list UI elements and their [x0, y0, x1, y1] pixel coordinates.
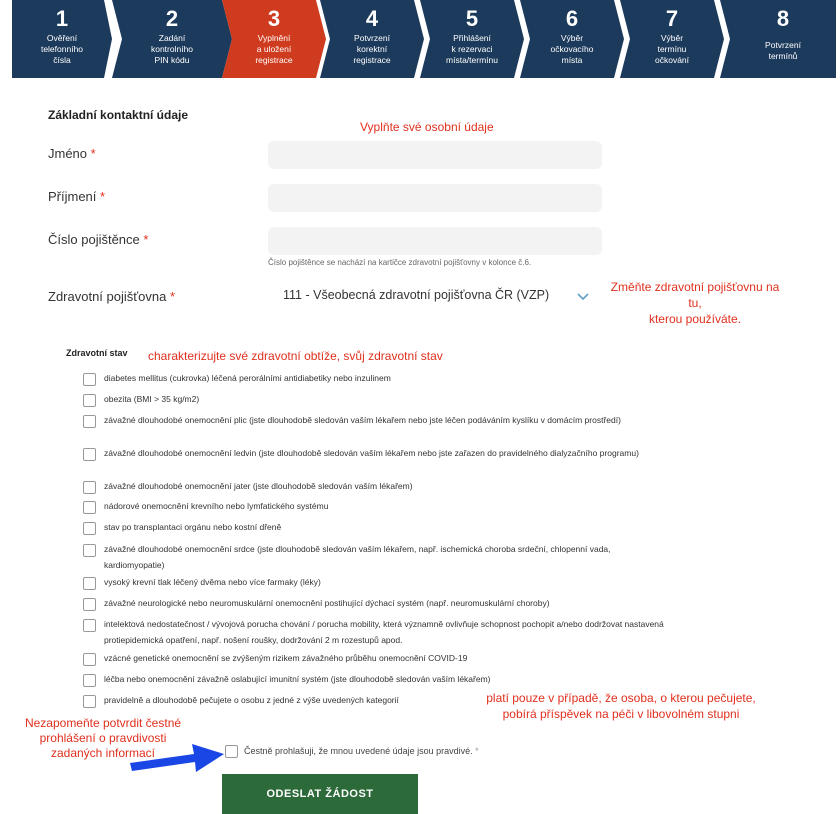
- health-checkbox-14[interactable]: [83, 695, 96, 708]
- step-1-label: Ověření telefonního čísla: [40, 33, 84, 65]
- health-checkbox-3[interactable]: [83, 415, 96, 428]
- step-4: [320, 0, 424, 78]
- health-item-13: léčba nebo onemocnění závažně oslabující imunitní systém (jste dlouhodobě sledován vaším lékařem): [104, 674, 491, 684]
- health-checkbox-7[interactable]: [83, 522, 96, 535]
- health-item-7: stav po transplantaci orgánu nebo kostní dřeně: [104, 522, 282, 532]
- health-item-6: nádorové onemocnění krevního nebo lymfatického systému: [104, 501, 329, 511]
- health-checkbox-12[interactable]: [83, 653, 96, 666]
- step-3: [222, 0, 326, 78]
- health-item-3: závažné dlouhodobé onemocnění plic (jste dlouhodobě sledován vaším lékařem nebo jste léčen podáváním kyslíku v domácím prostředí): [104, 415, 621, 425]
- step-8-label: Potvrzení termínů: [765, 40, 801, 61]
- health-checkbox-9[interactable]: [83, 577, 96, 590]
- insurer-label: Zdravotní pojišťovna *: [48, 289, 176, 304]
- step-2: [112, 0, 232, 78]
- health-item-10: závažné neurologické nebo neuromuskulární onemocnění postihující dýchací systém (např. neuromuskulární choroby): [104, 598, 550, 608]
- last-name-input[interactable]: [268, 184, 602, 212]
- insurance-number-label: Číslo pojištěnce *: [48, 232, 149, 247]
- section-title: Základní kontaktní údaje: [48, 108, 189, 122]
- insurance-number-hint: Číslo pojištěnce se nachází na kartičce zdravotní pojišťovny v kolonce č.6.: [268, 258, 532, 267]
- health-checkbox-5[interactable]: [83, 481, 96, 494]
- insurance-number-input[interactable]: [268, 227, 602, 255]
- insurer-select[interactable]: [268, 282, 598, 310]
- step-7-label: Výběr termínu očkování: [654, 33, 690, 65]
- step-2-number: 2: [165, 6, 179, 31]
- step-6-number: 6: [565, 6, 579, 31]
- annotation-confirm: Nezapomeňte potvrdit čestné prohlášení o pravdivosti zadaných informací: [24, 716, 182, 760]
- registration-steps: [0, 0, 840, 80]
- step-3-label: Vyplnění a uložení registrace: [255, 33, 293, 65]
- step-3-number: 3: [267, 6, 281, 31]
- annotation-health: charakterizujte své zdravotní obtíže, svůj zdravotní stav: [148, 349, 443, 363]
- submit-button[interactable]: ODESLAT ŽÁDOST: [222, 774, 418, 814]
- health-checkbox-6[interactable]: [83, 501, 96, 514]
- health-item-2: obezita (BMI > 35 kg/m2): [104, 394, 200, 404]
- step-5-label: Přihlášení k rezervaci místa/termínu: [446, 33, 498, 65]
- step-4-number: 4: [365, 6, 379, 31]
- insurer-selected-value: 111 - Všeobecná zdravotní pojišťovna ČR (VZP): [283, 288, 550, 302]
- first-name-input[interactable]: [268, 141, 602, 169]
- step-4-label: Potvrzení korektní registrace: [353, 33, 391, 65]
- confirm-checkbox[interactable]: [225, 745, 238, 758]
- health-checkbox-11[interactable]: [83, 619, 96, 632]
- health-checkbox-4[interactable]: [83, 448, 96, 461]
- health-checkbox-8[interactable]: [83, 544, 96, 557]
- step-1-number: 1: [55, 6, 69, 31]
- health-checkbox-10[interactable]: [83, 598, 96, 611]
- step-2-label: Zadání kontrolního PIN kódu: [150, 33, 194, 65]
- annotation-personal: Vyplňte své osobní údaje: [360, 120, 494, 134]
- arrow-icon: [130, 742, 226, 776]
- first-name-label: Jméno *: [48, 146, 96, 161]
- step-7: [620, 0, 724, 78]
- annotation-insurer: Změňte zdravotní pojišťovnu na tu, kterou používáte.: [610, 280, 780, 326]
- health-item-11: intelektová nedostatečnost / vývojová porucha chování / porucha mobility, která významně ovlivňuje schopnost pochopit a/nebo dodržovat nastavená protiepidemická opatření, např. nošení roušky, dodržování 2 m rozestupů apod.: [104, 619, 664, 645]
- health-item-12: vzácné genetické onemocnění se zvýšeným rizikem závažného průběhu onemocnění COVID-19: [104, 653, 468, 663]
- step-8: [720, 0, 836, 78]
- health-checkbox-1[interactable]: [83, 373, 96, 386]
- step-1: [12, 0, 112, 78]
- health-item-4: závažné dlouhodobé onemocnění ledvin (jste dlouhodobě sledován vaším lékařem nebo jste zařazen do pravidelného dialyzačního programu): [104, 448, 639, 458]
- step-8-number: 8: [776, 6, 790, 31]
- health-title: Zdravotní stav: [66, 348, 128, 358]
- step-5: [420, 0, 524, 78]
- health-item-8: závažné dlouhodobé onemocnění srdce (jste dlouhodobě sledován vaším lékařem, např. ischemická choroba srdeční, chlopenní vada, kardiomyopatie): [104, 544, 611, 570]
- chevron-down-icon: [576, 292, 590, 302]
- health-item-9: vysoký krevní tlak léčený dvěma nebo více farmaky (léky): [104, 577, 321, 587]
- step-7-number: 7: [665, 6, 679, 31]
- step-6-label: Výběr očkovacího místa: [550, 33, 594, 65]
- health-checkbox-2[interactable]: [83, 394, 96, 407]
- health-item-1: diabetes mellitus (cukrovka) léčená perorálními antidiabetiky nebo inzulinem: [104, 373, 391, 383]
- confirm-label: Čestně prohlašuji, že mnou uvedené údaje jsou pravdivé. *: [244, 746, 479, 756]
- health-checkbox-13[interactable]: [83, 674, 96, 687]
- health-item-14: pravidelně a dlouhodobě pečujete o osobu z jedné z výše uvedených kategorií: [104, 695, 399, 705]
- health-item-5: závažné dlouhodobé onemocnění jater (jste dlouhodobě sledován vaším lékařem): [104, 481, 413, 491]
- step-6: [520, 0, 624, 78]
- step-5-number: 5: [465, 6, 479, 31]
- annotation-caregiver: platí pouze v případě, že osoba, o kterou pečujete, pobírá příspěvek na péči v libovolném stupni: [486, 691, 756, 721]
- last-name-label: Příjmení *: [48, 189, 106, 204]
